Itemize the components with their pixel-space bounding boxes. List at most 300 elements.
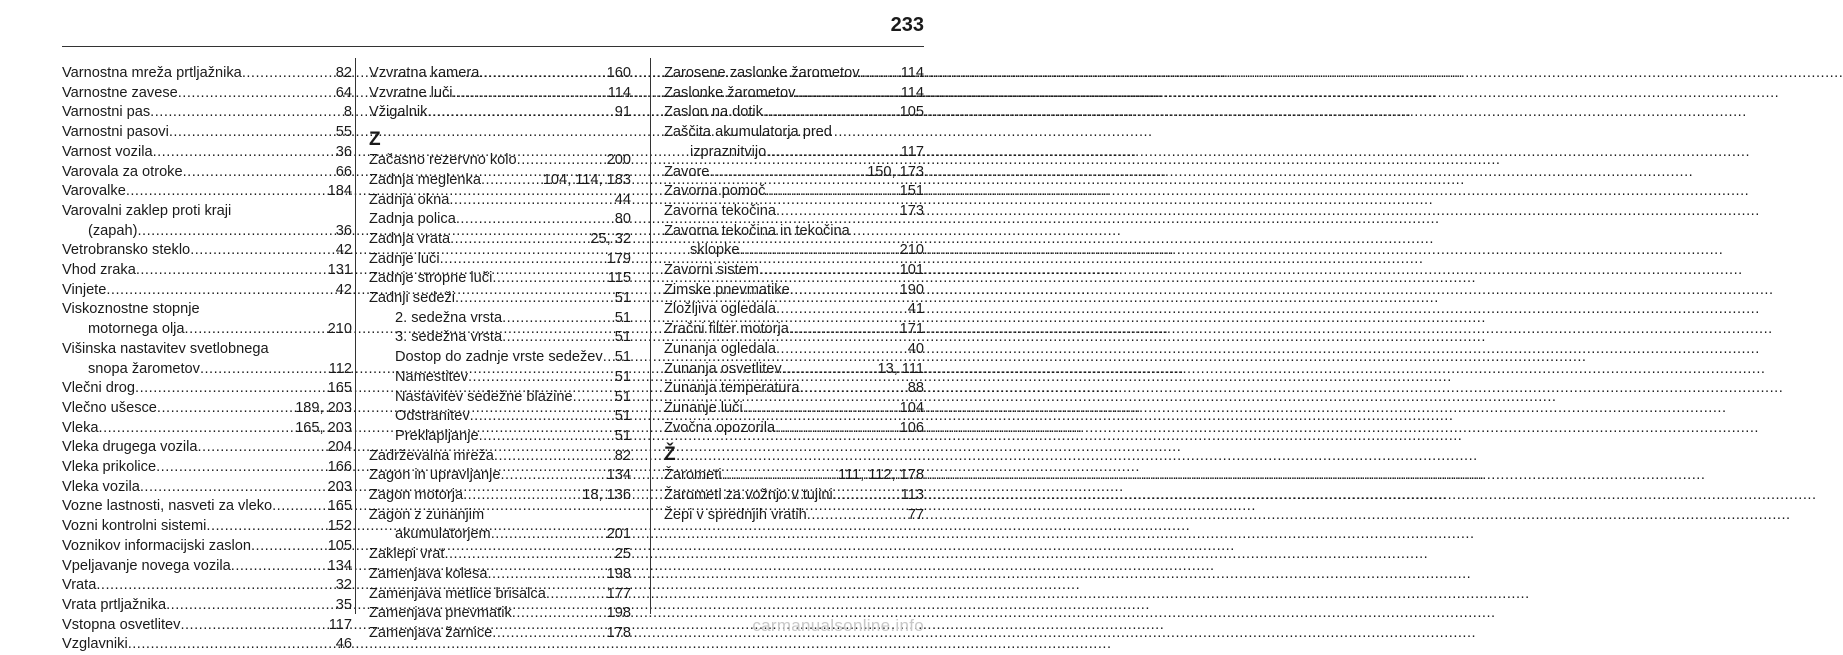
index-entry-term: Varnostna mreža prtljažnika [62,65,242,81]
index-entry [664,379,924,399]
index-subentry [369,388,631,408]
dot-leader [128,635,336,655]
index-entry-term: Zložljiva ogledala [664,301,776,318]
dot-leader [799,379,907,399]
index-entry [369,210,631,230]
index-entry-term: Zadnja okna [369,191,450,208]
index-entry [62,557,352,577]
index-subentry [369,348,631,368]
dot-leader [765,182,899,202]
index-entry-pages: 77 [907,506,924,523]
dot-leader [491,525,607,545]
index-entry-pages: 134 [606,467,631,484]
index-entry-pages: 18, 136 [582,487,631,504]
index-entry-term: Preklapljanje [395,427,479,444]
index-entry-pages: 198 [606,565,631,582]
index-entry-pages: 150, 173 [867,163,924,180]
index-entry-pages: 25 [614,546,631,563]
index-entry-pages: 200 [606,152,631,169]
index-entry-pages: 36 [335,222,352,239]
index-entry-term: Varovalke [62,183,126,200]
index-entry [369,289,631,309]
index-entry [664,64,924,84]
index-entry [369,604,631,624]
index-entry [664,84,924,104]
index-entry-pages: 41 [907,301,924,318]
dot-leader [455,289,615,309]
dot-leader [766,143,900,163]
index-entry [62,497,352,517]
index-entry-term: Vstopna osvetlitev [62,616,181,633]
dot-leader [197,438,327,458]
dot-leader [135,379,328,399]
index-entry [369,585,631,605]
dot-leader [136,261,328,281]
index-column-1 [62,64,352,655]
index-entry-pages: 117 [328,616,352,633]
index-entry-pages: 113 [900,487,924,504]
index-entry-pages: 25, 32 [590,230,631,247]
dot-leader [183,163,336,183]
dot-leader [169,123,336,143]
dot-leader [200,360,329,380]
index-entry [62,576,352,596]
index-entry [62,399,352,419]
index-entry-term: Varovalni zaklep proti kraji [62,202,232,219]
index-entry [664,360,924,380]
index-entry-pages: 177 [606,585,631,602]
dot-leader [795,84,900,104]
index-entry-term: Zunanje luči [664,399,743,416]
dot-leader [206,517,327,537]
index-entry-pages: 8 [343,104,352,121]
index-entry [62,163,352,183]
letter-heading: Ž [664,444,676,466]
index-entry-term: Vzvratna kamera [369,65,480,81]
index-entry-term: Višinska nastavitev svetlobnega [62,340,269,357]
index-entry-term: Žarometi [664,467,722,484]
index-entry-term: Zvočna opozorila [664,419,776,436]
index-entry-pages: 189, 203 [295,399,352,416]
dot-leader [573,388,615,408]
index-subentry [62,222,352,242]
index-entry-term: Zamenjava žarnice [369,624,493,641]
index-entry-term: Vžigalnik [369,104,428,121]
index-entry-pages: 190 [899,281,924,298]
index-entry [62,123,352,143]
index-entry-term: Varnostne zavese [62,84,178,101]
index-entry-pages: 51 [614,329,631,346]
index-entry [664,340,924,360]
dot-leader [487,565,606,585]
index-entry-term: izpraznitvijo [690,143,767,160]
index-entry-pages: 178 [606,624,631,641]
index-entry-pages: 46 [335,636,352,653]
dot-leader [546,585,607,605]
index-entry [664,103,924,123]
index-entry-pages: 32 [335,577,352,594]
dot-leader [479,64,606,84]
index-entry [62,616,352,636]
index-entry [369,545,631,565]
column-divider-2 [650,58,651,614]
index-entry-term: Zavorna tekočina [664,202,776,219]
dot-leader [99,419,296,439]
dot-leader [470,407,615,427]
index-entry [369,466,631,486]
dot-leader [166,596,336,616]
watermark: carmanualsonline.info [752,616,924,635]
dot-leader [739,241,899,261]
index-entry [62,537,352,557]
index-entry-term: Vlečni drog [62,380,136,397]
index-entry-pages: 101 [899,262,924,279]
index-entry-term: Žarometi za vožnjo v tujini [664,487,833,504]
index-entry-pages: 114 [900,84,924,101]
index-entry-term: Zavorni sistem [664,262,759,279]
dot-leader [807,506,908,526]
index-entry-term: Varnost vozila [62,143,153,160]
index-entry-pages: 106 [899,419,924,436]
index-subentry [369,407,631,427]
dot-leader [190,241,336,261]
dot-leader [106,281,335,301]
index-entry [664,261,924,281]
index-subentry [664,241,924,261]
index-entry-term: Zunanja ogledala [664,340,776,357]
index-entry [664,202,924,222]
index-entry-pages: 179 [606,250,631,267]
index-entry [62,478,352,498]
index-subentry [62,320,352,340]
dot-leader [709,163,867,183]
index-entry-pages: 151 [899,183,924,200]
dot-leader [180,616,328,636]
index-entry-term: sklopke [690,242,740,259]
index-entry-pages: 111, 112, 178 [837,467,924,484]
index-entry-pages: 55 [335,124,352,141]
index-entry-pages: 165 [327,498,352,515]
index-entry-pages: 104 [899,399,924,416]
dot-leader [492,624,606,644]
index-entry-term: Vozne lastnosti, nasveti za vleko [62,498,273,515]
index-entry-term: Varnostni pas [62,104,151,121]
index-entry-pages: 152 [327,518,352,535]
index-entry [369,191,631,211]
index-entry [369,84,631,104]
dot-leader [156,458,328,478]
index-entry-term: Zadrževalna mreža [369,447,494,464]
index-entry [664,466,924,486]
index-entry-pages: 165 [327,380,352,397]
dot-leader [272,497,328,517]
index-entry-term: 2. sedežna vrsta [395,309,503,326]
index-entry-term: Vhod zraka [62,262,136,279]
index-entry-term: Vzvratne luči [369,84,453,101]
index-entry-term: Zadnji sedeži [369,290,455,307]
index-entry-pages: 165, 203 [295,419,352,436]
index-entry-pages: 112 [328,360,352,377]
index-entry-pages: 66 [335,163,352,180]
index-entry-term: Zadnje stropne luči [369,270,493,287]
index-subentry [369,525,631,545]
index-entry-pages: 203 [327,478,352,495]
dot-leader [776,340,908,360]
index-entry [369,447,631,467]
dot-leader [126,182,328,202]
index-entry-term: Vinjete [62,281,107,298]
index-entry [62,182,352,202]
index-entry [62,261,352,281]
index-entry [369,230,631,250]
dot-leader [185,320,328,340]
index-entry [62,241,352,261]
index-entry-term: 3. sedežna vrsta [395,329,503,346]
index-entry-term: Zamenjava kolesa [369,565,488,582]
dot-leader [178,84,336,104]
index-entry-pages: 44 [614,191,631,208]
index-entry-pages: 160 [606,65,631,81]
index-entry-pages: 51 [614,368,631,385]
index-entry-pages: 13, 111 [877,360,924,377]
index-entry [62,64,352,84]
index-entry-term: Žepi v sprednjih vratih [664,506,807,523]
dot-leader [833,486,901,506]
index-entry [62,281,352,301]
index-entry-pages: 104, 114, 183 [542,171,631,188]
index-entry-pages: 51 [614,388,631,405]
index-entry [369,269,631,289]
index-entry-term: Namestitev [395,368,468,385]
dot-leader [140,478,328,498]
dot-leader [444,545,614,565]
letter-heading: Z [369,129,381,151]
index-entry-term: Zavorna pomoč [664,183,766,200]
index-entry-pages: 51 [614,349,631,366]
dot-leader [603,348,615,368]
index-entry [664,320,924,340]
dot-leader [512,604,607,624]
dot-leader [450,230,590,250]
index-entry [369,103,631,123]
index-subentry [369,368,631,388]
index-entry-term: motornega olja [88,321,185,338]
index-entry-term: Začasno rezervno kolo [369,152,517,169]
dot-leader [479,427,615,447]
index-entry [369,565,631,585]
index-column-3 [664,64,924,525]
index-entry-term: Zunanja osvetlitev [664,360,782,377]
index-entry-term: Vpeljavanje novega vozila [62,557,231,574]
index-entry [62,143,352,163]
index-entry-term: Varovala za otroke [62,163,183,180]
index-entry [369,64,631,84]
index-entry-pages: 201 [606,526,631,543]
index-entry-pages: 173 [899,202,924,219]
index-entry [664,300,924,320]
index-entry-pages: 114 [607,84,631,101]
index-entry-term: Vlečno ušesce [62,399,157,416]
index-entry-term: (zapah) [88,222,138,239]
index-entry-pages: 35 [335,596,352,613]
index-entry [62,379,352,399]
index-entry-term: Zračni filter motorja [664,321,789,338]
index-entry-term: Vrata prtljažnika [62,596,167,613]
index-entry-pages: 114 [900,65,924,81]
index-entry-pages: 117 [900,143,924,160]
index-entry [664,399,924,419]
index-entry-pages: 184 [327,183,352,200]
dot-leader [722,466,838,486]
index-entry-term: Viskoznostne stopnje [62,301,200,318]
index-entry-pages: 51 [614,427,631,444]
index-entry [62,596,352,616]
index-entry-pages: 42 [335,281,352,298]
dot-leader [468,368,615,388]
index-entry-pages: 80 [614,211,631,228]
index-entry-term: snopa žarometov [88,360,200,377]
index-entry-pages: 40 [907,340,924,357]
index-entry-pages: 105 [899,104,924,121]
dot-leader [776,300,908,320]
dot-leader [743,399,900,419]
index-entry-pages: 64 [335,84,352,101]
index-entry-term: Zamenjava metlice brisalca [369,585,546,602]
index-entry-term: Zadnja meglenka [369,171,481,188]
dot-leader [251,537,328,557]
index-entry [62,438,352,458]
index-entry-pages: 210 [327,321,352,338]
dot-leader [96,576,335,596]
index-entry-pages: 210 [899,242,924,259]
index-subentry [62,360,352,380]
index-entry-pages: 198 [606,605,631,622]
index-entry-term: Vetrobransko steklo [62,242,191,259]
dot-leader [150,103,344,123]
dot-leader [157,399,295,419]
index-entry-term: Vleka drugega vozila [62,439,198,456]
index-entry-pages: 51 [614,408,631,425]
index-column-2 [369,64,631,644]
index-entry-term: Zaslon na dotik [664,104,763,121]
index-entry-term: Zaslonke žarometov [664,84,796,101]
dot-leader [517,151,607,171]
header-rule [62,46,924,47]
index-entry [369,486,631,506]
index-entry-pages: 131 [327,262,352,279]
index-entry [664,486,924,506]
index-entry-term: Zavore [664,163,710,180]
index-entry-term: Zadnja polica [369,211,456,228]
index-entry [664,281,924,301]
dot-leader [763,103,900,123]
index-entry-term: Zaščita akumulatorja pred [664,124,832,141]
index-entry-term: Vleka [62,419,99,436]
page-number: 233 [890,14,924,36]
index-entry-pages: 82 [335,65,352,81]
dot-leader [242,64,336,84]
dot-leader [453,84,608,104]
index-entry [369,151,631,171]
column-divider-1 [355,58,356,614]
index-subentry [369,309,631,329]
index-entry-pages: 91 [614,104,631,121]
index-subentry [369,328,631,348]
index-entry-term: Zarosene zaslonke žarometov [664,65,860,81]
index-entry-term: Vleka prikolice [62,459,157,476]
index-entry-term: Zavorna tekočina in tekočina [664,222,850,239]
dot-leader [782,360,878,380]
index-entry-pages: 166 [327,459,352,476]
dot-leader [137,222,335,242]
index-entry-term: Zadnje luči [369,250,440,267]
index-entry-term: Zaklepi vrat [369,546,445,563]
index-entry-term: Voznikov informacijski zaslon [62,537,251,554]
index-entry-pages: 171 [899,321,924,338]
index-entry-term: Dostop do zadnje vrste sedežev [395,349,603,366]
dot-leader [790,281,900,301]
index-entry [369,624,631,644]
index-entry-pages: 88 [907,380,924,397]
index-entry-term: Zimske pnevmatike [664,281,790,298]
dot-leader [440,250,607,270]
index-entry [664,163,924,183]
index-entry [664,506,924,526]
index-entry-term: Zagon in upravljanje [369,467,501,484]
index-entry-pages: 36 [335,143,352,160]
index-entry-term: Vrata [62,577,97,594]
index-entry-term: Zadnja vrata [369,230,451,247]
dot-leader [231,557,328,577]
index-entry-term: Zagon motorja [369,487,464,504]
dot-leader [789,320,900,340]
index-entry [664,419,924,439]
dot-leader [153,143,336,163]
index-entry-pages: 42 [335,242,352,259]
index-entry-pages: 204 [327,439,352,456]
index-entry-pages: 51 [614,290,631,307]
index-entry-pages: 134 [327,557,352,574]
index-entry-term: Zamenjava pnevmatik [369,605,512,622]
index-entry [62,419,352,439]
dot-leader [494,447,615,467]
dot-leader [502,328,615,348]
dot-leader [492,269,607,289]
index-entry [62,84,352,104]
index-entry-term: Zagon z zunanjim [369,506,485,523]
index-entry-pages: 105 [327,537,352,554]
index-entry-term: Odstranitev [395,408,470,425]
dot-leader [502,309,615,329]
dot-leader [775,419,900,439]
dot-leader [463,486,582,506]
index-entry-term: Nastavitev sedežne blazine [395,388,573,405]
index-entry [369,171,631,191]
index-entry-term: Zunanja temperatura [664,380,800,397]
index-entry-pages: 51 [614,309,631,326]
index-entry-term: Varnostni pasovi [62,124,169,141]
index-entry [369,250,631,270]
dot-leader [759,261,900,281]
index-entry [62,458,352,478]
dot-leader [776,202,900,222]
index-entry-term: Vzglavniki [62,636,128,653]
index-entry-term: Vleka vozila [62,478,140,495]
index-entry-term: akumulatorjem [395,526,491,543]
dot-leader [449,191,614,211]
index-subentry [369,427,631,447]
index-entry-term: Vozni kontrolni sistemi [62,518,207,535]
